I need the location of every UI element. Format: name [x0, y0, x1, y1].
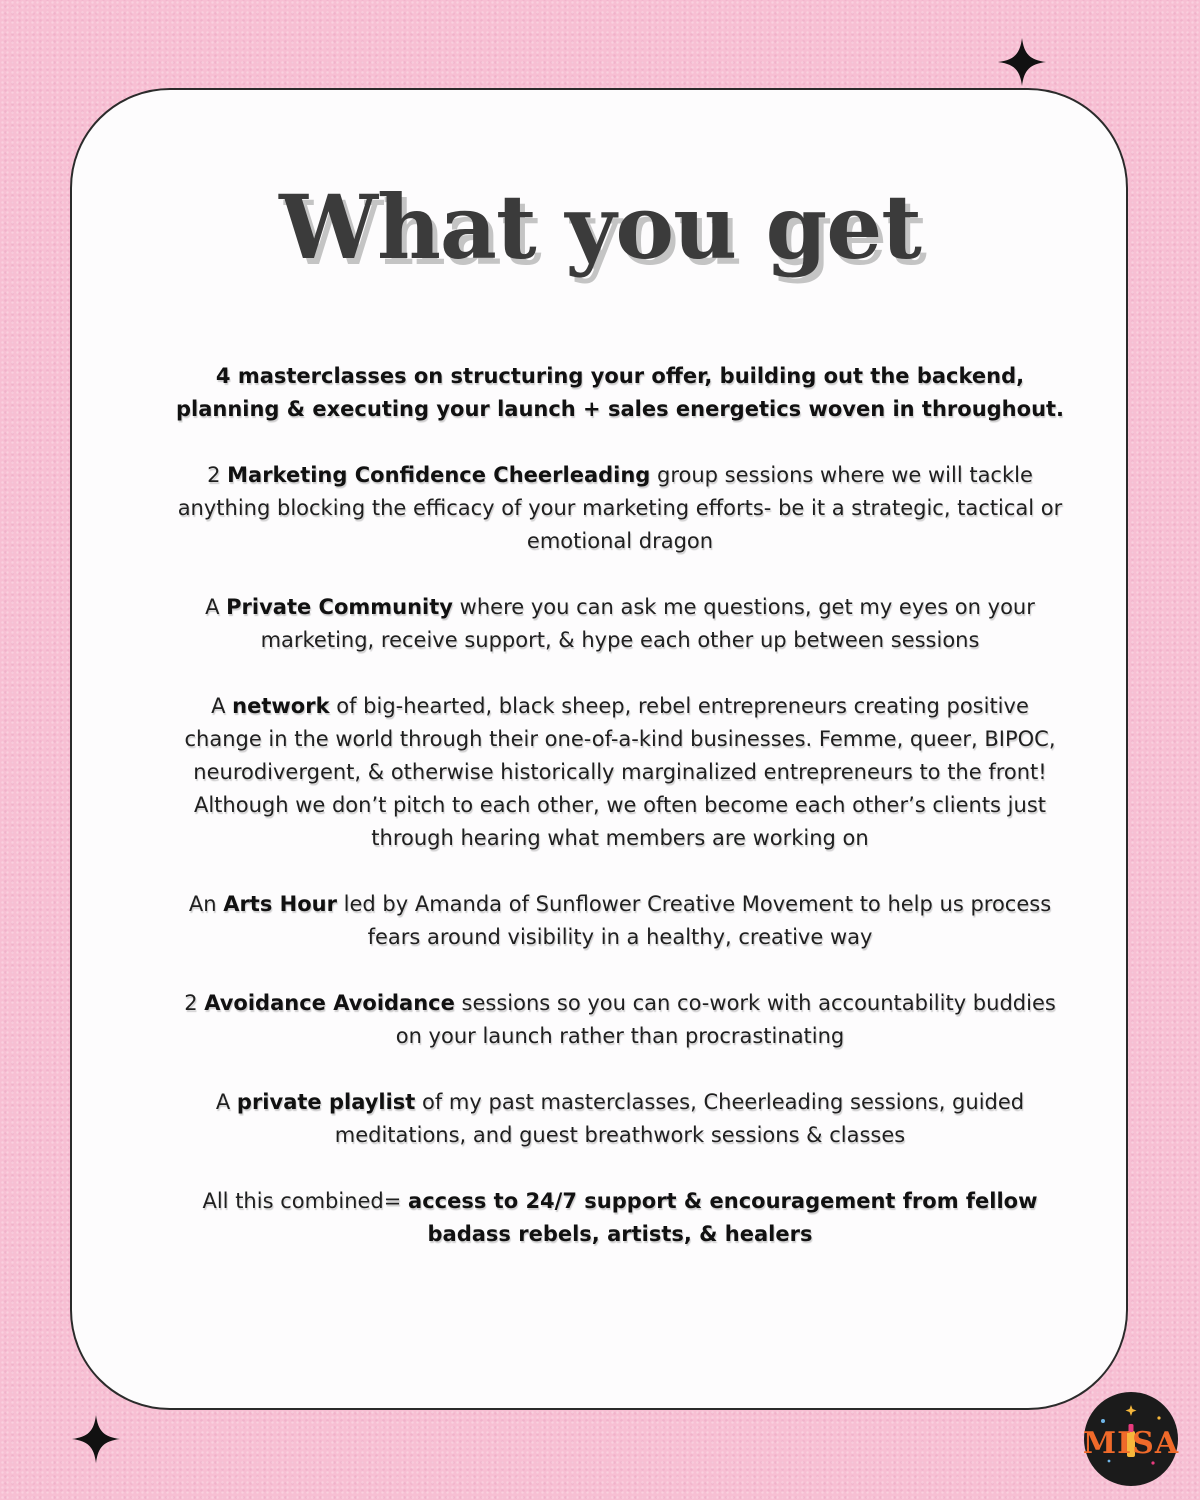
page-title: What you get [279, 175, 921, 279]
sparkle-bottom-icon [70, 1413, 122, 1465]
list-item [170, 1086, 1070, 1152]
item-prefix: An [188, 892, 224, 916]
item-bold-text: Avoidance Avoidance [204, 991, 455, 1015]
item-text: of big-hearted, black sheep, rebel entrepreneurs creating positive change in the world through their one-of-a-kind businesses. Femme, queer, BIPOC, neurodivergent, & otherwise historically marginalized entrepreneurs to the front! Although we don’t pitch to each other, we often become each other’s clients just through hearing what members are working on [184, 694, 1056, 850]
item-text: sessions so you can co-work with accountability buddies on your launch rather than procrastinating [395, 991, 1056, 1048]
item-text: of my past masterclasses, Cheerleading sessions, guided meditations, and guest breathwork sessions & classes [334, 1090, 1025, 1147]
item-bold-text: Arts Hour [223, 892, 337, 916]
item-bold-text: private playlist [236, 1090, 416, 1114]
item-text: group sessions where we will tackle anything blocking the efficacy of your marketing efforts- be it a strategic, tactical or emotional dragon [177, 463, 1063, 553]
list-item [170, 591, 1070, 657]
list-item [170, 1185, 1070, 1251]
list-item [170, 459, 1070, 558]
misa-logo-icon [1083, 1391, 1179, 1487]
item-prefix: 2 [184, 991, 205, 1015]
list-item [170, 690, 1070, 855]
item-prefix: 2 [207, 463, 228, 487]
item-prefix: All this combined= [202, 1189, 409, 1213]
item-prefix: A [205, 595, 227, 619]
list-item [170, 360, 1070, 426]
item-bold-text: 4 masterclasses on structuring your offer, building out the backend, planning & executing your launch + sales energetics woven in throughout. [175, 364, 1065, 421]
sparkle-top-icon [996, 36, 1048, 88]
item-prefix: A [215, 1090, 237, 1114]
item-bold-text: Private Community [226, 595, 453, 619]
logo-text: MISA [1083, 1426, 1179, 1461]
list-item [170, 987, 1070, 1053]
item-text: where you can ask me questions, get my eyes on your marketing, receive support, & hype each other up between sessions [260, 595, 1035, 652]
item-prefix: A [211, 694, 233, 718]
list-item [170, 888, 1070, 954]
item-bold-text: Marketing Confidence Cheerleading [227, 463, 651, 487]
item-text: led by Amanda of Sunflower Creative Movement to help us process fears around visibility in a healthy, creative way [336, 892, 1052, 949]
item-bold-text: network [232, 694, 330, 718]
item-bold-text: access to 24/7 support & encouragement from fellow badass rebels, artists, & healers [408, 1189, 1038, 1246]
benefits-list [170, 360, 1070, 1284]
